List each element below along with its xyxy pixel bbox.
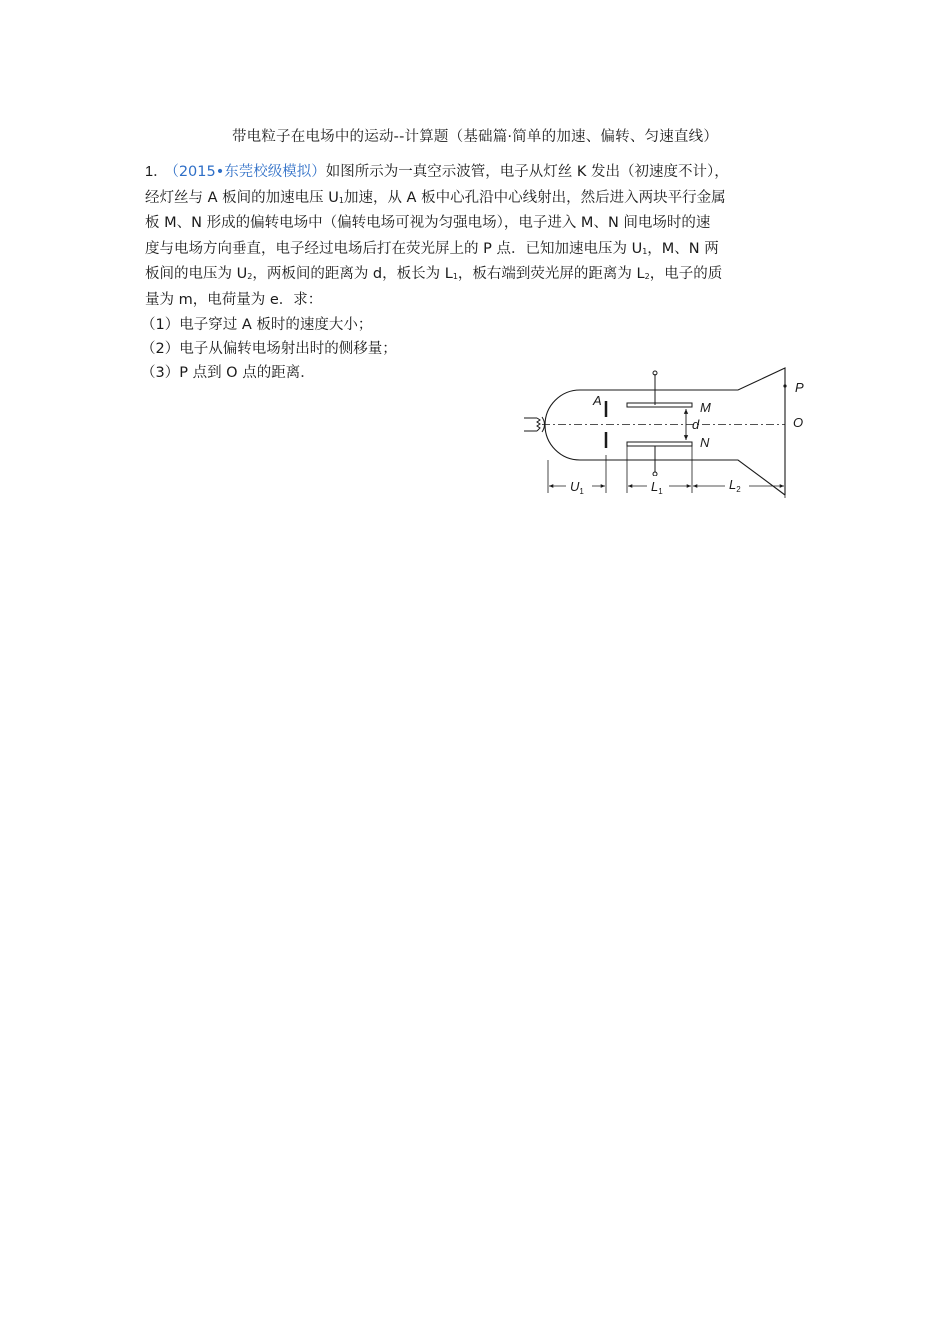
question-text: ，M、N 两 bbox=[647, 240, 719, 257]
sub-question-3: （3）P 点到 O 点的距离． bbox=[141, 365, 315, 381]
label-l1: $L_1$ bbox=[651, 479, 663, 496]
question-text: 度与电场方向垂直，电子经过电场后打在荧光屏上的 P 点．已知加速电压为 U bbox=[145, 240, 643, 257]
label-l2: $L_2$ bbox=[729, 477, 741, 494]
subscript: 1 bbox=[642, 246, 648, 256]
question-text: 如图所示为一真空示波管，电子从灯丝 K 发出（初速度不计）， bbox=[325, 164, 729, 180]
question-text: 加速，从 A 板中心孔沿中心线射出，然后进入两块平行金属 bbox=[343, 189, 726, 206]
subscript: 2 bbox=[644, 272, 650, 281]
point-p bbox=[783, 384, 786, 387]
subscript: 1 bbox=[452, 272, 458, 281]
subscript: 2 bbox=[247, 272, 253, 281]
page-title: 带电粒子在电场中的运动--计算题（基础篇·简单的加速、偏转、匀速直线） bbox=[231, 129, 719, 145]
filament-k bbox=[524, 417, 545, 432]
sub-question-2: （2）电子从偏转电场射出时的侧移量； bbox=[141, 341, 397, 357]
question-text: ，两板间的距离为 d，板长为 L bbox=[252, 266, 453, 282]
tube-outline-top bbox=[580, 368, 785, 495]
subscript: 1 bbox=[338, 195, 344, 205]
question-text: 板间的电压为 U bbox=[145, 266, 248, 282]
tube-rounded-end bbox=[545, 390, 580, 460]
question-source: （2015•东莞校级模拟） bbox=[171, 164, 326, 180]
label-n: N bbox=[700, 435, 710, 450]
plate-m bbox=[627, 371, 692, 407]
question-line bbox=[145, 160, 815, 186]
question-line bbox=[145, 211, 815, 237]
question-number: 1． bbox=[145, 164, 168, 180]
label-d: d bbox=[692, 417, 700, 432]
question-line bbox=[145, 237, 815, 263]
label-u1: $U_1$ bbox=[570, 479, 584, 496]
question-line bbox=[145, 288, 815, 314]
question-text: 板 M、N 形成的偏转电场中（偏转电场可视为匀强电场），电子进入 M、N 间电场时的速 bbox=[145, 215, 711, 231]
question-line bbox=[145, 186, 815, 212]
sub-question-1: （1）电子穿过 A 板时的速度大小； bbox=[141, 317, 373, 333]
question-text: ，电子的质 bbox=[649, 266, 723, 282]
question-1 bbox=[141, 160, 815, 385]
label-p: P bbox=[795, 380, 804, 395]
label-o: O bbox=[793, 415, 804, 430]
label-m: M bbox=[700, 400, 711, 415]
question-text: 经灯丝与 A 板间的加速电压 U bbox=[145, 189, 339, 206]
question-line bbox=[145, 262, 815, 288]
question-text: 量为 m，电荷量为 e．求： bbox=[145, 291, 323, 308]
question-text: ，板右端到荧光屏的距离为 L bbox=[457, 266, 645, 282]
tube-outline-bottom bbox=[580, 460, 785, 495]
label-a: A bbox=[593, 393, 602, 408]
plate-n bbox=[627, 442, 692, 476]
oscilloscope-tube-diagram bbox=[520, 365, 820, 505]
